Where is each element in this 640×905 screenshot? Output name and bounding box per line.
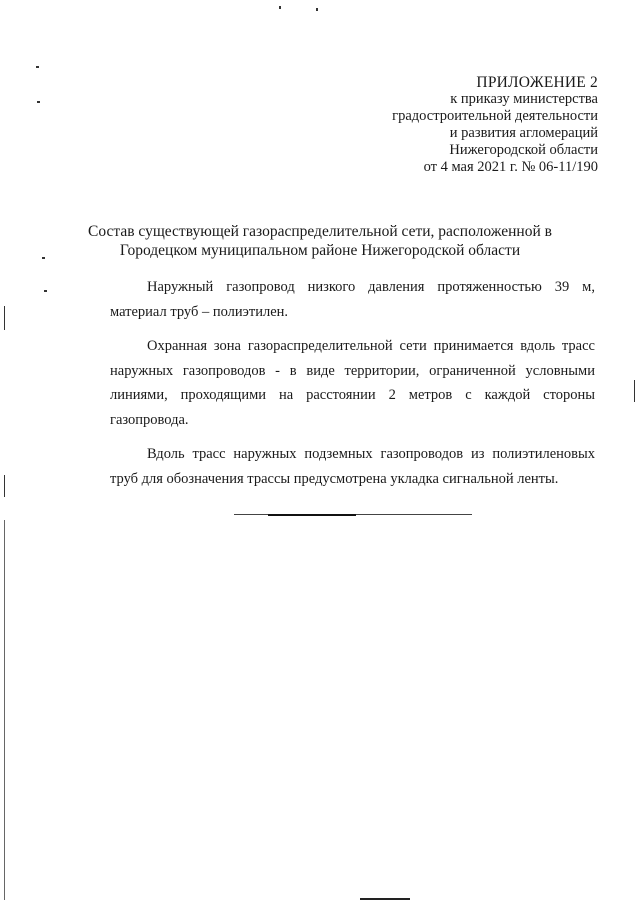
appendix-block [298,74,598,176]
scan-mark [634,380,635,402]
scan-mark [316,8,318,11]
title-line: Городецком муниципальном районе Нижегородской области [119,242,521,259]
paragraph: Наружный газопровод низкого давления протяженностью 39 м, материал труб – полиэтилен. [110,279,595,320]
scan-mark [44,290,47,292]
appendix-line: к приказу министерства [450,91,598,107]
scan-mark [37,101,40,103]
scan-mark [4,475,5,497]
paragraph: Вдоль трасс наружных подземных газопроводов из полиэтиленовых труб для обозначения трассы предусмотрена укладка сигнальной ленты. [110,446,595,487]
end-divider [234,514,472,515]
appendix-line: Нижегородской области [449,142,598,158]
appendix-line: от 4 мая 2021 г. № 06-11/190 [423,159,598,175]
appendix-heading: ПРИЛОЖЕНИЕ 2 [476,74,598,91]
scan-mark [4,306,5,330]
footer-divider [360,898,410,900]
paragraph: Охранная зона газораспределительной сети принимается вдоль трасс наружных газопроводов - в виде территории, ограниченной условными линиями, проходящими на расстоянии 2 метров с каждой стороны газопровода. [110,338,595,428]
document-title [0,222,640,260]
scan-mark [36,66,39,68]
end-divider-thick [268,514,356,516]
title-line: Состав существующей газораспределительной сети, расположенной в [88,223,552,240]
scan-mark [4,520,5,900]
body-text [110,275,595,501]
appendix-line: градостроительной деятельности [392,108,598,124]
appendix-line: и развития агломераций [449,125,598,141]
scan-mark [279,6,281,9]
